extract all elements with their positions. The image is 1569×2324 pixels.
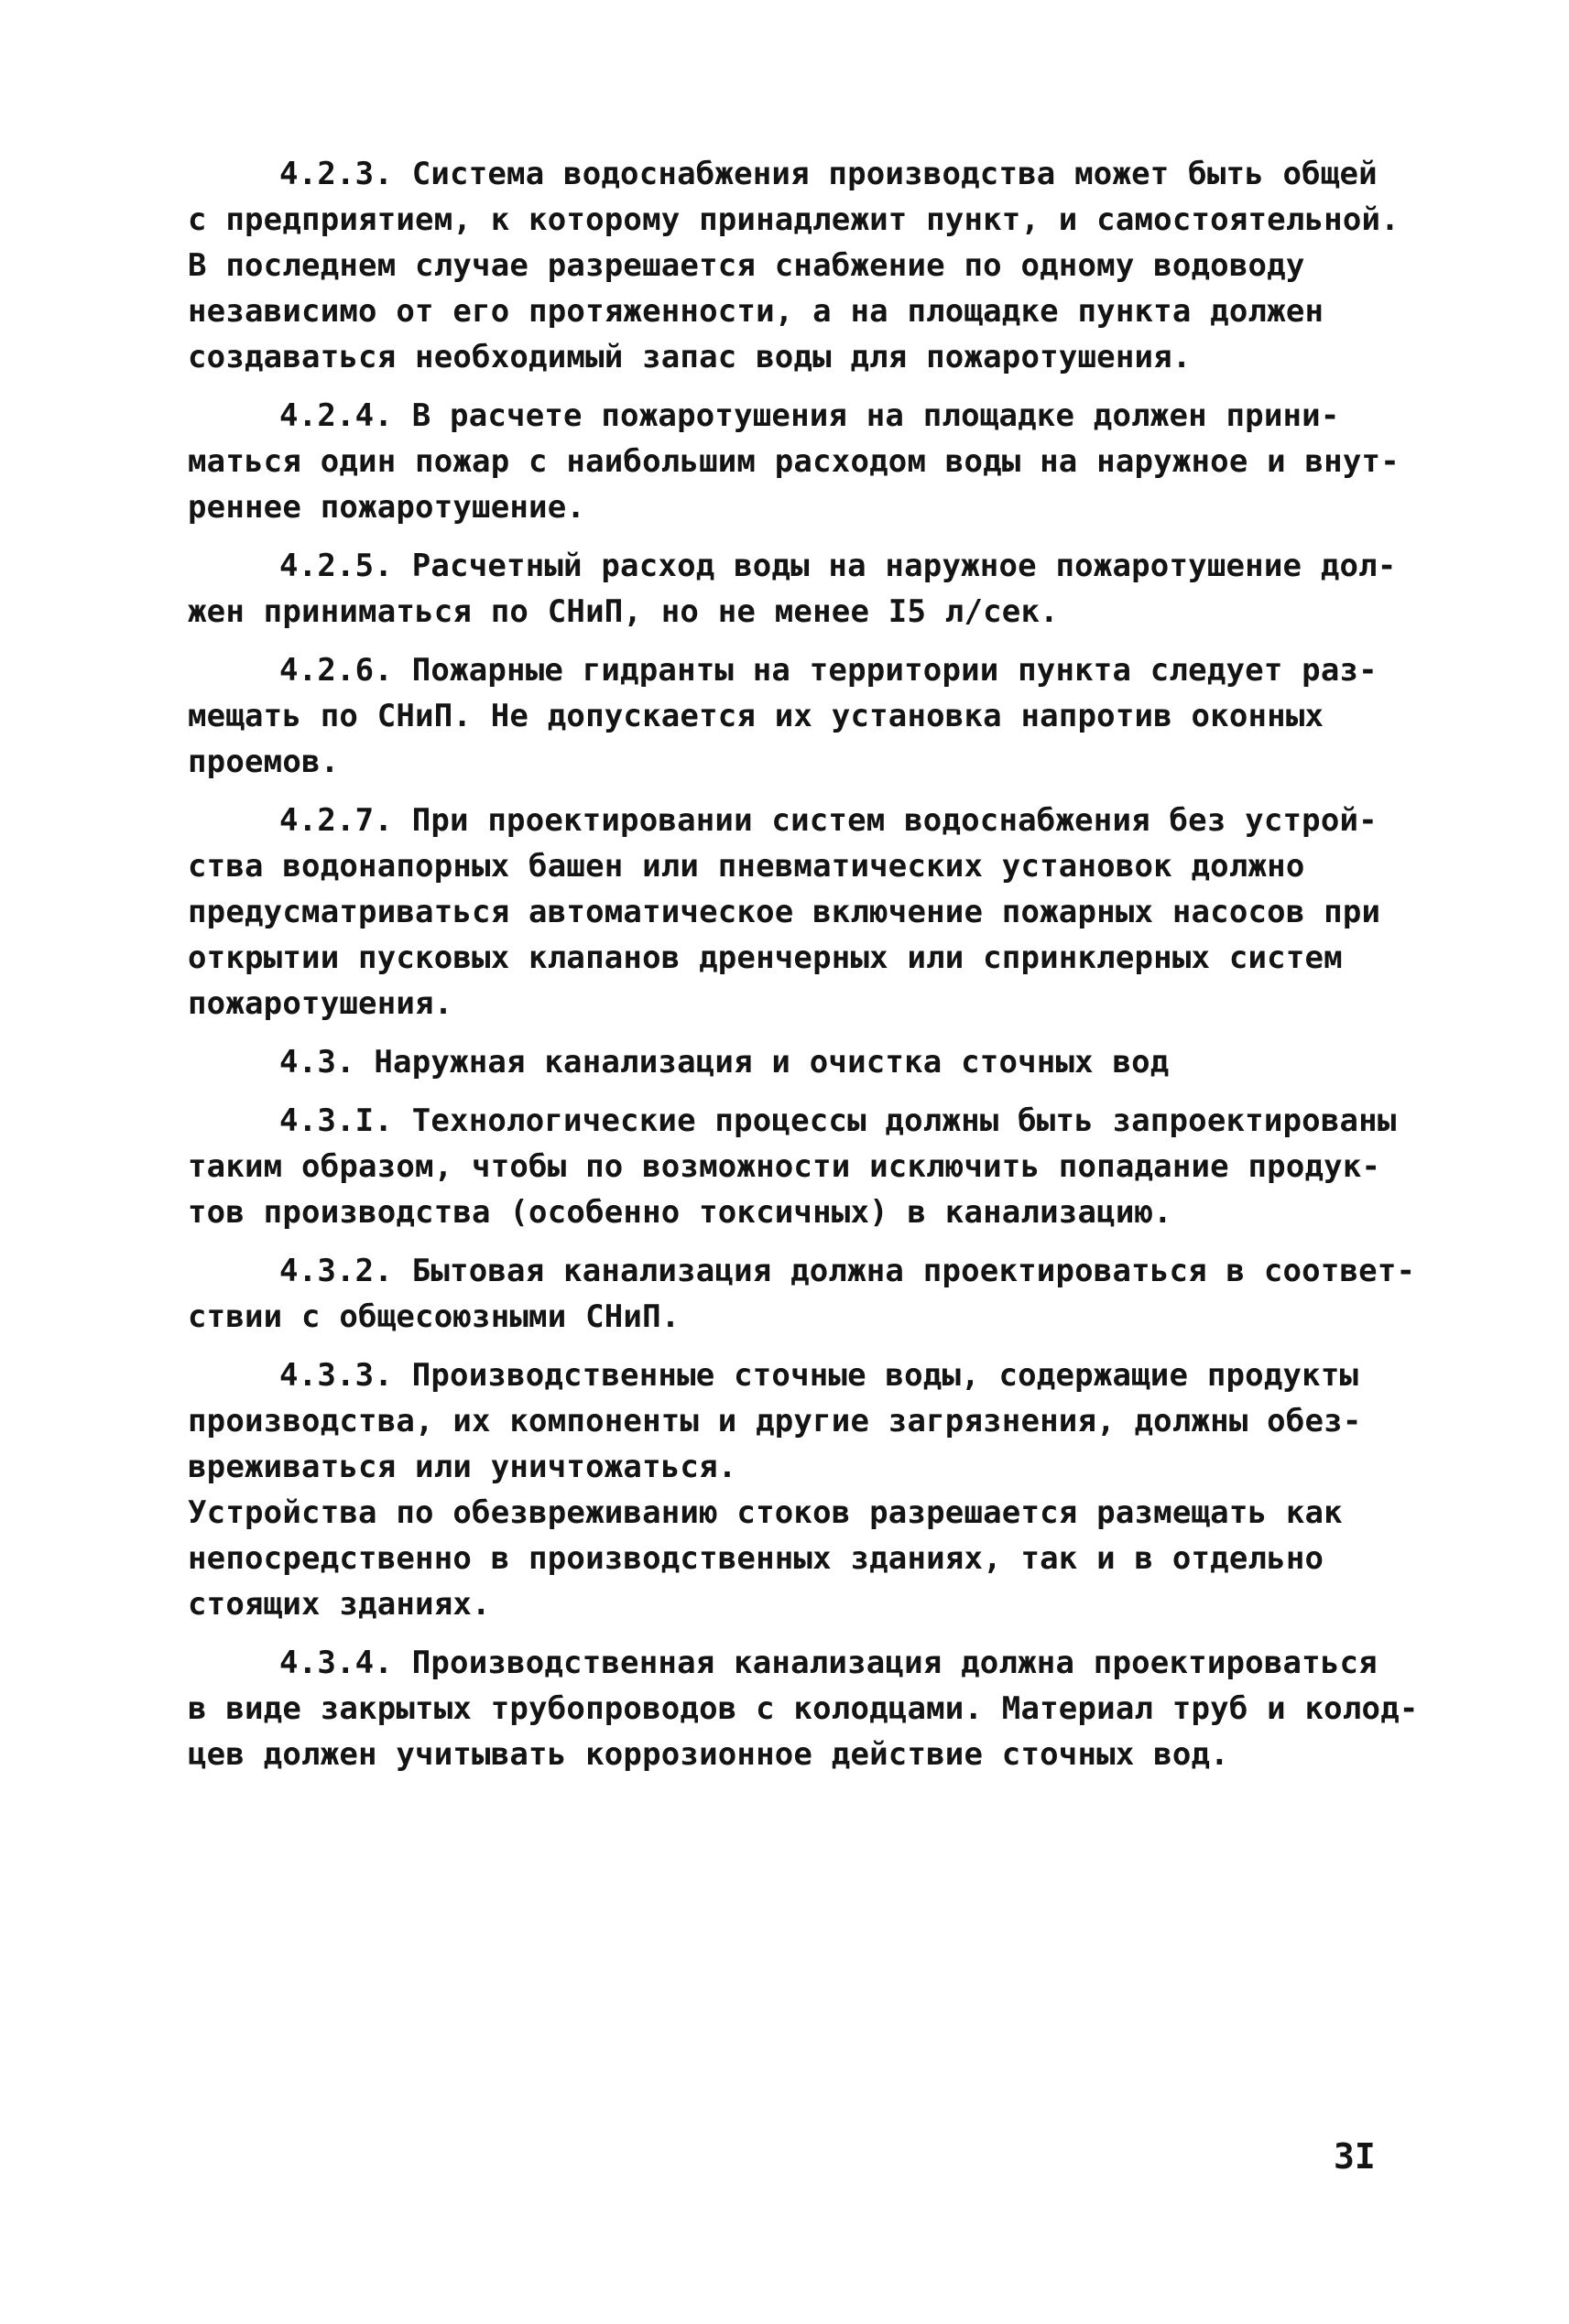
text-line: 4.3.I. Технологические процессы должны быть запроектированы — [279, 1102, 1397, 1139]
paragraph-4-3-4 — [188, 1640, 1420, 1777]
paragraph-4-3-2 — [188, 1248, 1420, 1340]
paragraph-4-3-1 — [188, 1098, 1420, 1235]
text-line: 4.3.3. Производственные сточные воды, содержащие продукты — [279, 1357, 1359, 1394]
text-line: открытии пусковых клапанов дренчерных или спринклерных систем — [188, 939, 1343, 976]
text-line: производства, их компоненты и другие загрязнения, должны обез- — [188, 1403, 1362, 1439]
text-line: 4.3.4. Производственная канализация должна проектироваться — [279, 1645, 1378, 1681]
text-line: жен приниматься по СНиП, но не менее I5 л/сек. — [188, 593, 1059, 630]
page-number: 3I — [1334, 2136, 1376, 2177]
text-line: 4.2.7. При проектировании систем водоснабжения без устрой- — [279, 802, 1378, 839]
text-line: предусматриваться автоматическое включение пожарных насосов при — [188, 894, 1381, 930]
section-heading-4-3 — [188, 1039, 1420, 1085]
text-line: маться один пожар с наибольшим расходом воды на наружное и внут- — [188, 443, 1400, 480]
text-line: стоящих зданиях. — [188, 1586, 491, 1623]
text-line: 4.2.5. Расчетный расход воды на наружное пожаротушение дол- — [279, 548, 1397, 584]
text-line: 4.3.2. Бытовая канализация должна проектироваться в соответ- — [279, 1253, 1416, 1289]
text-line: тов производства (особенно токсичных) в канализацию. — [188, 1194, 1172, 1231]
text-line: ства водонапорных башен или пневматических установок должно — [188, 848, 1305, 885]
text-line: пожаротушения. — [188, 985, 453, 1022]
text-line: В последнем случае разрешается снабжение по одному водоводу — [188, 247, 1305, 284]
text-line: создаваться необходимый запас воды для пожаротушения. — [188, 339, 1192, 375]
text-line: ствии с общесоюзными СНиП. — [188, 1298, 681, 1335]
text-line: Устройства по обезвреживанию стоков разрешается размещать как — [188, 1494, 1343, 1531]
text-line: таким образом, чтобы по возможности исключить попадание продук- — [188, 1148, 1381, 1185]
text-line: независимо от его протяженности, а на площадке пункта должен — [188, 293, 1324, 330]
paragraph-4-2-7 — [188, 798, 1420, 1026]
paragraph-4-2-5 — [188, 543, 1420, 635]
text-line: 4.2.3. Система водоснабжения производства может быть общей — [279, 156, 1378, 192]
text-line: с предприятием, к которому принадлежит пункт, и самостоятельной. — [188, 201, 1400, 238]
body-text — [188, 151, 1420, 1777]
paragraph-4-2-6 — [188, 647, 1420, 785]
text-line: реннее пожаротушение. — [188, 489, 586, 526]
text-line: цев должен учитывать коррозионное действие сточных вод. — [188, 1736, 1229, 1773]
text-line: мещать по СНиП. Не допускается их установка напротив оконных — [188, 698, 1324, 734]
paragraph-4-3-3 — [188, 1352, 1420, 1627]
text-line: в виде закрытых трубопроводов с колодцами. Материал труб и колод- — [188, 1690, 1419, 1727]
text-line: 4.2.4. В расчете пожаротушения на площадке должен прини- — [279, 397, 1340, 434]
text-line: проемов. — [188, 744, 340, 780]
text-line: 4.2.6. Пожарные гидранты на территории пункта следует раз- — [279, 652, 1378, 689]
text-line: непосредственно в производственных зданиях, так и в отдельно — [188, 1540, 1324, 1577]
section-heading: 4.3. Наружная канализация и очистка сточных вод — [279, 1044, 1170, 1081]
paragraph-4-2-4 — [188, 393, 1420, 530]
text-line: вреживаться или уничтожаться. — [188, 1449, 737, 1485]
paragraph-4-2-3 — [188, 151, 1420, 380]
